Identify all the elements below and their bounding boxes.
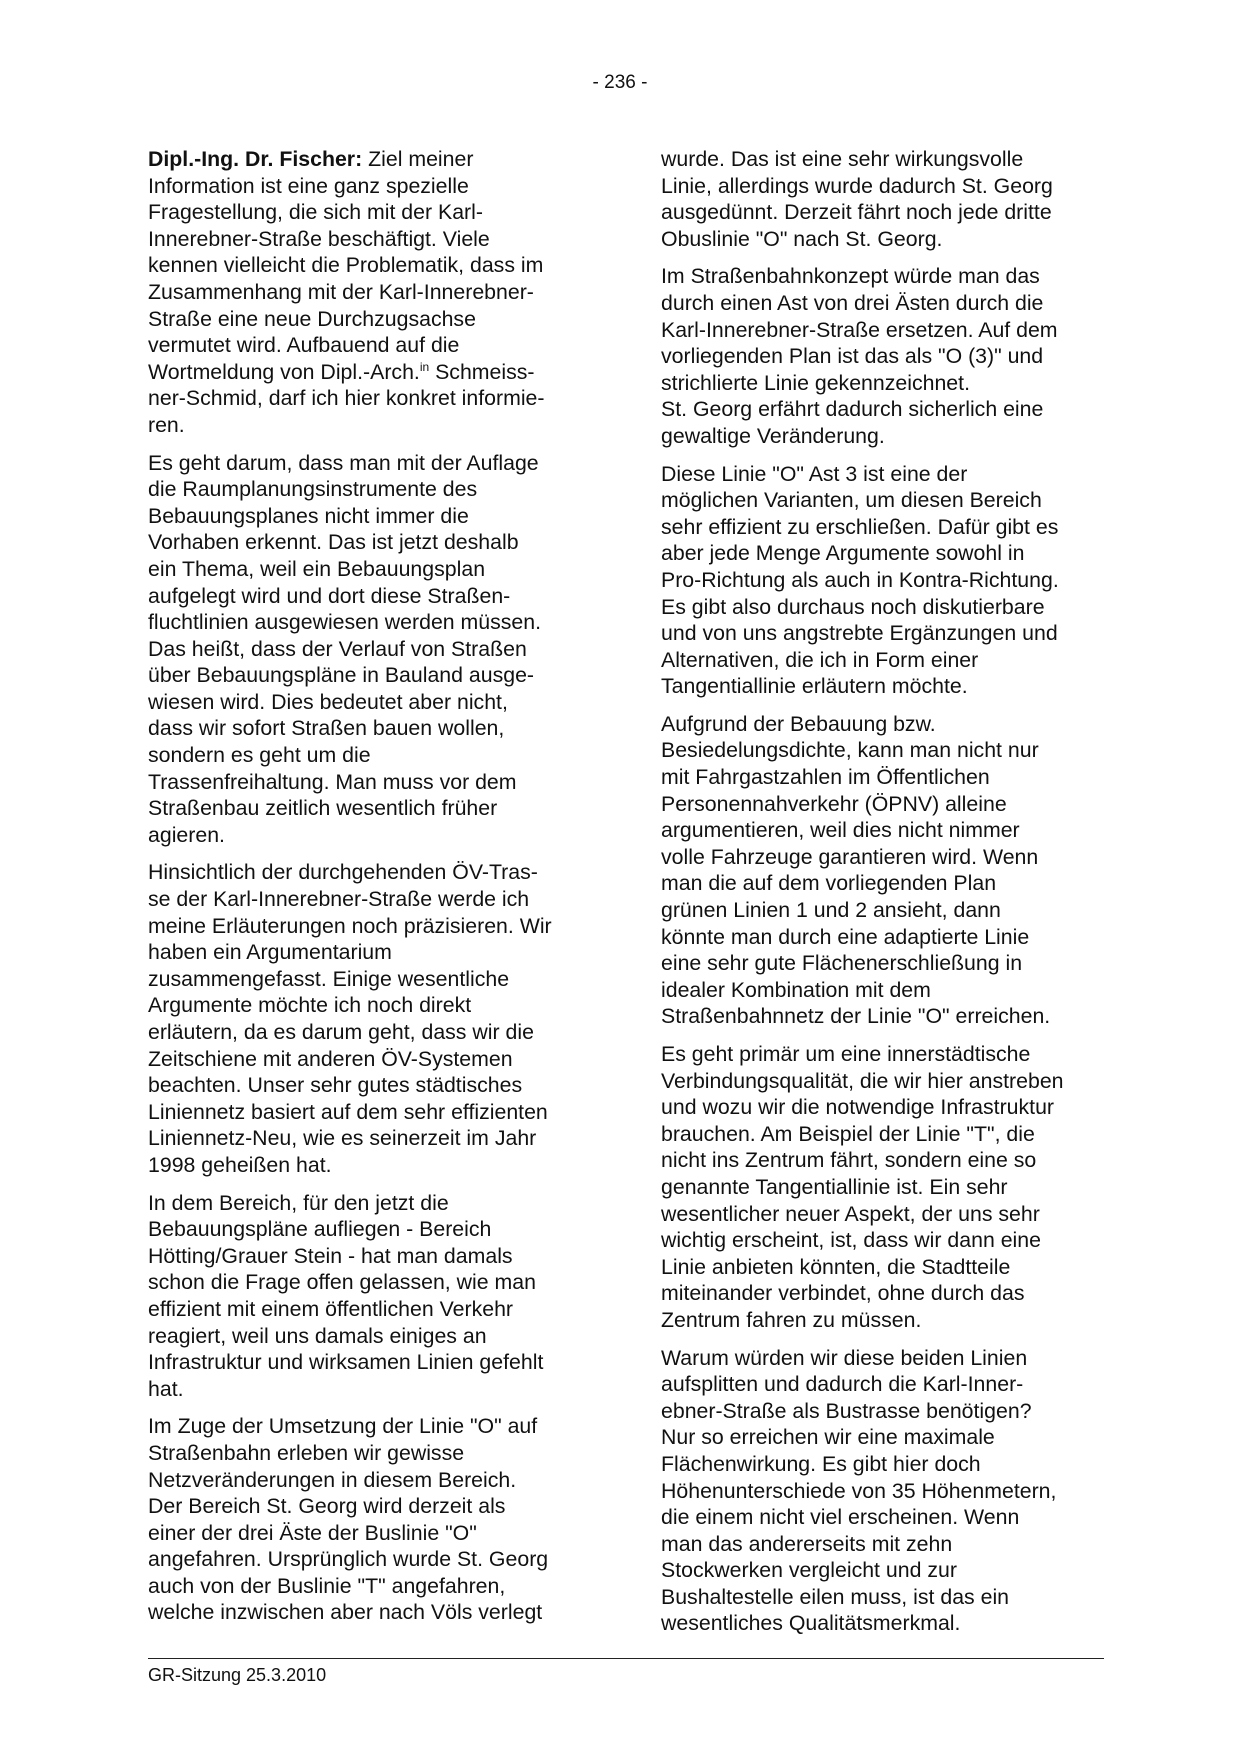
text-fragment: Ziel meiner: [362, 147, 474, 171]
text-line: reagiert, weil uns damals einiges an: [148, 1323, 487, 1348]
text-line: Der Bereich St. Georg wird derzeit als: [148, 1494, 506, 1519]
text-line: aufsplitten und dadurch die Karl-Inner-: [661, 1372, 1024, 1397]
text-line: idealer Kombination mit dem: [661, 977, 931, 1002]
text-line: durch einen Ast von drei Ästen durch die: [661, 290, 1044, 315]
text-line: wesentliches Qualitätsmerkmal.: [661, 1611, 961, 1636]
text-line: Es geht primär um eine innerstädtische: [661, 1042, 1031, 1066]
text-line: fluchtlinien ausgewiesen werden müssen.: [148, 610, 542, 635]
text-line: haben ein Argumentarium: [148, 940, 392, 965]
text-line: Alternativen, die ich in Form einer: [661, 647, 979, 672]
text-line: schon die Frage offen gelassen, wie man: [148, 1270, 536, 1295]
text-line: Aufgrund der Bebauung bzw.: [661, 711, 936, 736]
text-line: ausgedünnt. Derzeit fährt noch jede dritte: [661, 200, 1052, 225]
text-line: Bebauungspläne aufliegen - Bereich: [148, 1217, 492, 1242]
text-line: und von uns angstrebte Ergänzungen und: [661, 621, 1058, 646]
paragraph: [148, 146, 588, 439]
text-line: gewaltige Veränderung.: [661, 423, 885, 448]
text-line: Linie anbieten könnten, die Stadtteile: [661, 1254, 1011, 1279]
text-line: genannte Tangentiallinie ist. Ein sehr: [661, 1174, 1008, 1199]
footer-session-label: GR-Sitzung 25.3.2010: [148, 1665, 327, 1685]
paragraph: [661, 461, 1101, 700]
text-line: [148, 359, 588, 386]
text-line: Tangentiallinie erläutern möchte.: [661, 674, 968, 699]
text-line: meine Erläuterungen noch präzisieren. Wir: [148, 913, 552, 938]
superscript: in: [419, 359, 430, 374]
footer-divider: [148, 1658, 1104, 1659]
text-line: könnte man durch eine adaptierte Linie: [661, 924, 1030, 949]
text-line: man die auf dem vorliegenden Plan: [661, 871, 997, 896]
text-line: Innerebner-Straße beschäftigt. Viele: [148, 226, 490, 251]
text-line: angefahren. Ursprünglich wurde St. Georg: [148, 1547, 549, 1572]
text-line: Karl-Innerebner-Straße ersetzen. Auf dem: [661, 317, 1058, 342]
text-line: ebner-Straße als Bustrasse benötigen?: [661, 1398, 1032, 1423]
text-line: Hötting/Grauer Stein - hat man damals: [148, 1243, 513, 1268]
text-line: ner-Schmid, darf ich hier konkret informie-: [148, 386, 545, 411]
text-line: Hinsichtlich der durchgehenden ÖV-Tras-: [148, 860, 538, 885]
text-line: se der Karl-Innerebner-Straße werde ich: [148, 887, 530, 912]
text-line: Besiedelungsdichte, kann man nicht nur: [661, 738, 1039, 763]
text-line: Straßenbahn erleben wir gewisse: [148, 1440, 465, 1465]
text-line: und wozu wir die notwendige Infrastruktur: [661, 1095, 1055, 1120]
text-line: Liniennetz basiert auf dem sehr effizienten: [148, 1099, 548, 1124]
text-line: Es geht darum, dass man mit der Auflage: [148, 450, 539, 475]
text-line: über Bebauungspläne in Bauland ausge-: [148, 663, 535, 688]
text-line: 1998 geheißen hat.: [148, 1152, 332, 1177]
text-line: Zentrum fahren zu müssen.: [661, 1307, 922, 1332]
text-line: volle Fahrzeuge garantieren wird. Wenn: [661, 844, 1039, 869]
text-line: Bushaltestelle eilen muss, ist das ein: [661, 1584, 1010, 1609]
text-line: aber jede Menge Argumente sowohl in: [661, 541, 1025, 566]
text-line: Netzveränderungen in diesem Bereich.: [148, 1467, 517, 1492]
text-line: St. Georg erfährt dadurch sicherlich eine: [661, 397, 1044, 422]
text-line: [148, 146, 588, 173]
text-line: sehr effizient zu erschließen. Dafür gibt es: [661, 514, 1059, 539]
text-line: Vorhaben erkennt. Das ist jetzt deshalb: [148, 530, 519, 555]
text-line: möglichen Varianten, um diesen Bereich: [661, 488, 1042, 513]
text-line: Es gibt also durchaus noch diskutierbare: [661, 594, 1045, 619]
left-column: [148, 146, 588, 1637]
text-line: Höhenunterschiede von 35 Höhenmetern,: [661, 1478, 1057, 1503]
text-fragment: Wortmeldung von Dipl.-Arch.: [148, 359, 420, 384]
text-line: argumentieren, weil dies nicht nimmer: [661, 818, 1020, 843]
text-line: strichlierte Linie gekennzeichnet.: [661, 370, 970, 395]
text-line: einer der drei Äste der Buslinie "O": [148, 1520, 477, 1545]
text-line: ren.: [148, 412, 185, 437]
text-line: zusammengefasst. Einige wesentliche: [148, 966, 510, 991]
text-line: Im Straßenbahnkonzept würde man das: [661, 264, 1040, 289]
text-line: wiesen wird. Dies bedeutet aber nicht,: [148, 689, 508, 714]
text-line: Im Zuge der Umsetzung der Linie "O" auf: [148, 1414, 538, 1439]
paragraph: [661, 263, 1101, 449]
text-line: wurde. Das ist eine sehr wirkungsvolle: [661, 147, 1024, 171]
paragraph: [661, 711, 1101, 1030]
text-line: Diese Linie "O" Ast 3 ist eine der: [661, 461, 968, 486]
text-line: mit Fahrgastzahlen im Öffentlichen: [661, 765, 990, 790]
text-line: die einem nicht viel erscheinen. Wenn: [661, 1505, 1020, 1530]
text-line: Zusammenhang mit der Karl-Innerebner-: [148, 279, 534, 304]
text-line: Liniennetz-Neu, wie es seinerzeit im Jahr: [148, 1126, 537, 1151]
text-line: kennen vielleicht die Problematik, dass im: [148, 253, 544, 278]
text-line: grünen Linien 1 und 2 ansieht, dann: [661, 898, 1001, 923]
paragraph: [661, 1345, 1101, 1638]
text-line: Infrastruktur und wirksamen Linien gefehlt: [148, 1350, 544, 1375]
text-line: miteinander verbindet, ohne durch das: [661, 1281, 1025, 1306]
text-line: vorliegenden Plan ist das als "O (3)" und: [661, 344, 1044, 369]
paragraph: [148, 1413, 588, 1626]
text-line: Pro-Richtung als auch in Kontra-Richtung.: [661, 567, 1059, 592]
text-line: man das andererseits mit zehn: [661, 1531, 953, 1556]
paragraph: [148, 1190, 588, 1403]
text-line: Straßenbahnnetz der Linie "O" erreichen.: [661, 1004, 1051, 1029]
text-line: sondern es geht um die: [148, 743, 371, 768]
paragraph: [148, 450, 588, 849]
text-line: Argumente möchte ich noch direkt: [148, 993, 472, 1018]
page-number: - 236 -: [592, 72, 648, 93]
text-line: die Raumplanungsinstrumente des: [148, 477, 478, 502]
text-line: erläutern, da es darum geht, dass wir die: [148, 1020, 534, 1044]
text-line: agieren.: [148, 822, 225, 847]
text-line: Personennahverkehr (ÖPNV) alleine: [661, 791, 1007, 816]
text-line: brauchen. Am Beispiel der Linie "T", die: [661, 1121, 1035, 1146]
text-fragment: Schmeiss-: [429, 359, 535, 384]
text-line: nicht ins Zentrum fährt, sondern eine so: [661, 1148, 1037, 1173]
speaker-name: Dipl.-Ing. Dr. Fischer:: [148, 147, 363, 171]
text-line: Trassenfreihaltung. Man muss vor dem: [148, 769, 517, 794]
text-line: beachten. Unser sehr gutes städtisches: [148, 1073, 523, 1098]
text-line: ein Thema, weil ein Bebauungsplan: [148, 556, 486, 581]
text-line: hat.: [148, 1376, 184, 1401]
text-line: Verbindungsqualität, die wir hier anstreben: [661, 1068, 1064, 1093]
paragraph: [661, 146, 1101, 252]
text-line: wichtig erscheint, ist, dass wir dann eine: [661, 1228, 1041, 1253]
text-line: Das heißt, dass der Verlauf von Straßen: [148, 636, 527, 661]
text-line: Linie, allerdings wurde dadurch St. Georg: [661, 173, 1053, 198]
text-line: effizient mit einem öffentlichen Verkehr: [148, 1296, 514, 1321]
text-line: Flächenwirkung. Es gibt hier doch: [661, 1451, 981, 1476]
text-line: In dem Bereich, für den jetzt die: [148, 1190, 449, 1215]
text-line: Nur so erreichen wir eine maximale: [661, 1425, 995, 1450]
text-line: Warum würden wir diese beiden Linien: [661, 1345, 1028, 1370]
text-line: vermutet wird. Aufbauend auf die: [148, 333, 460, 358]
text-line: Straße eine neue Durchzugsachse: [148, 306, 476, 331]
paragraph: [661, 1041, 1101, 1334]
text-line: welche inzwischen aber nach Völs verlegt: [148, 1600, 543, 1625]
text-line: Zeitschiene mit anderen ÖV-Systemen: [148, 1046, 513, 1071]
text-line: eine sehr gute Flächenerschließung in: [661, 951, 1023, 976]
text-line: aufgelegt wird und dort diese Straßen-: [148, 583, 511, 608]
text-line: Straßenbau zeitlich wesentlich früher: [148, 796, 498, 821]
text-line: Obuslinie "O" nach St. Georg.: [661, 226, 943, 251]
text-line: Information ist eine ganz spezielle: [148, 173, 469, 198]
text-line: wesentlicher neuer Aspekt, der uns sehr: [661, 1201, 1040, 1226]
text-line: dass wir sofort Straßen bauen wollen,: [148, 716, 505, 741]
text-line: Bebauungsplanes nicht immer die: [148, 503, 469, 528]
text-line: Fragestellung, die sich mit der Karl-: [148, 200, 483, 225]
paragraph: [148, 859, 588, 1178]
text-line: Stockwerken vergleicht und zur: [661, 1558, 957, 1583]
text-line: auch von der Buslinie "T" angefahren,: [148, 1573, 506, 1598]
right-column: [661, 146, 1101, 1648]
